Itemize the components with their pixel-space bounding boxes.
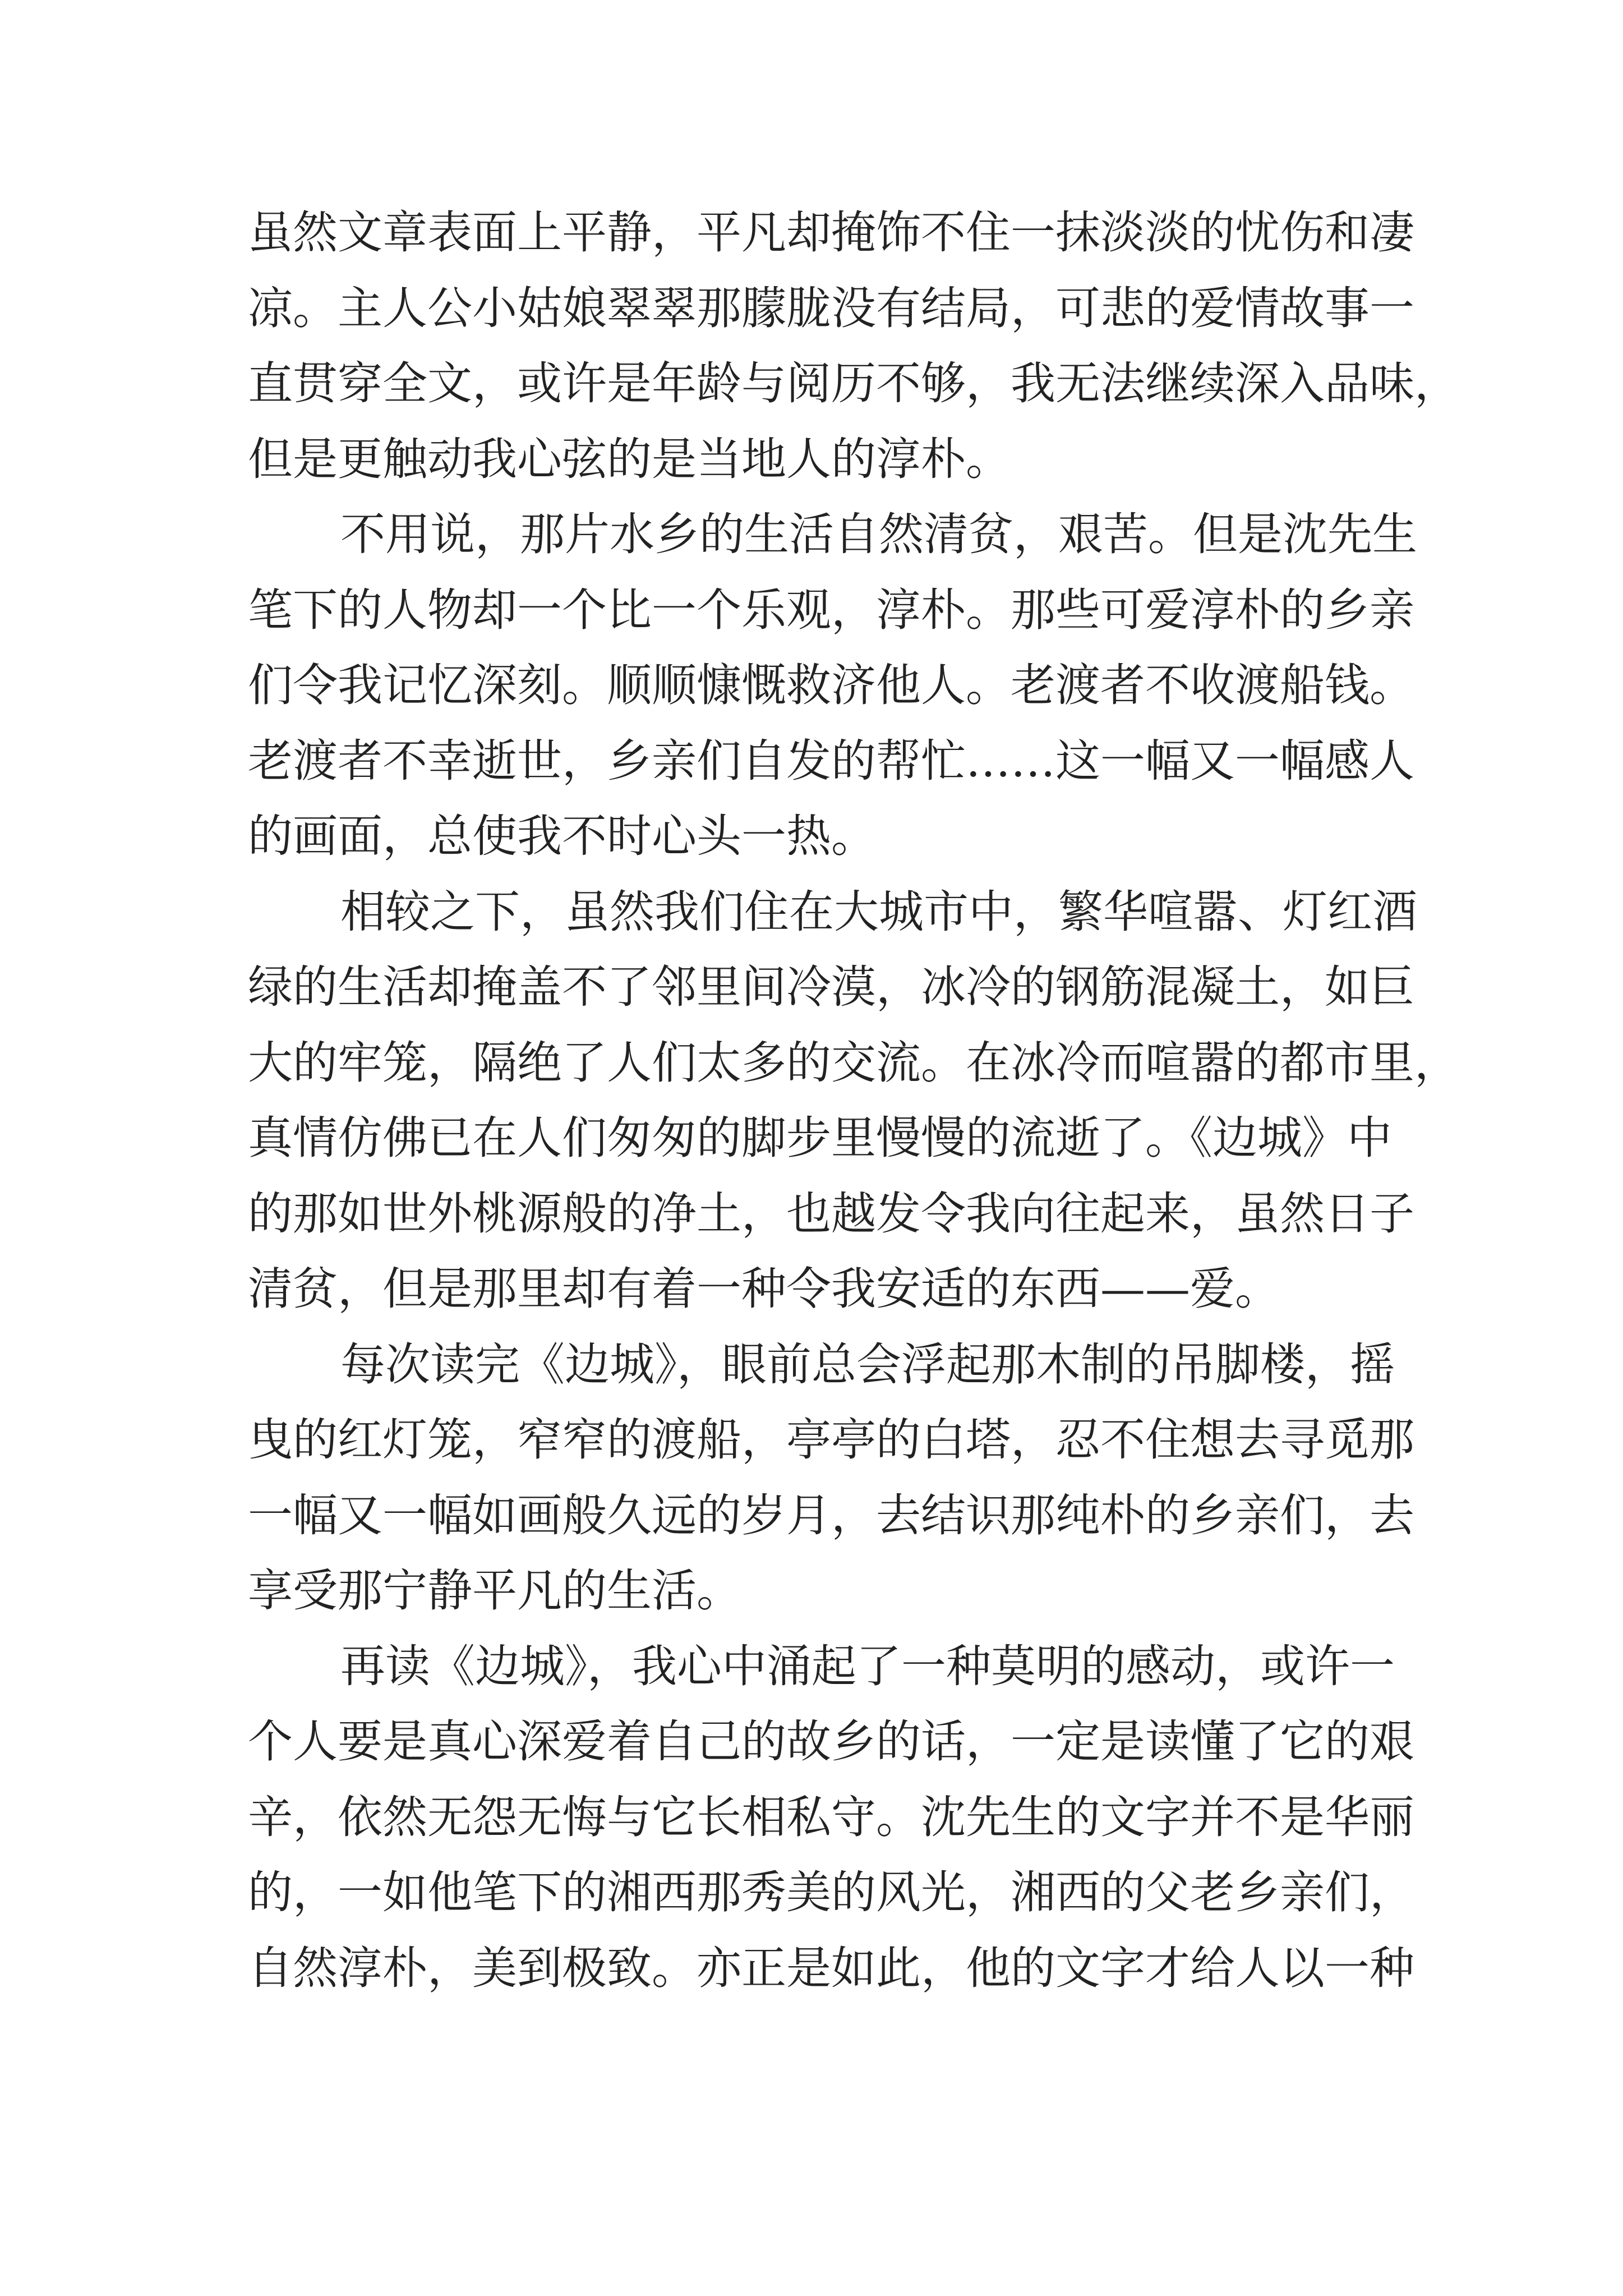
text-line: 们令我记忆深刻。顺顺慷慨救济他人。老渡者不收渡船钱。 bbox=[248, 659, 1414, 711]
paragraph-first-line: 每次读完《边城》，眼前总会浮起那木制的吊脚楼，摇 bbox=[340, 1338, 1395, 1391]
text-line: 直贯穿全文，或许是年龄与阅历不够，我无法继续深入品味， bbox=[248, 357, 1459, 409]
text-line: 笔下的人物却一个比一个乐观，淳朴。那些可爱淳朴的乡亲 bbox=[248, 583, 1414, 636]
text-line: 一幅又一幅如画般久远的岁月，去结识那纯朴的乡亲们，去 bbox=[248, 1489, 1414, 1542]
text-line: 自然淳朴，美到极致。亦正是如此，他的文字才给人以一种 bbox=[248, 1941, 1414, 1994]
text-line: 的画面，总使我不时心头一热。 bbox=[248, 810, 876, 862]
paragraph-first-line: 不用说，那片水乡的生活自然清贫，艰苦。但是沈先生 bbox=[340, 508, 1417, 560]
text-line: 的那如世外桃源般的净土，也越发令我向往起来，虽然日子 bbox=[248, 1187, 1414, 1240]
text-line: 老渡者不幸逝世，乡亲们自发的帮忙……这一幅又一幅感人 bbox=[248, 734, 1414, 787]
text-line: 但是更触动我心弦的是当地人的淳朴。 bbox=[248, 432, 1011, 485]
text-line: 辛，依然无怨无悔与它长相私守。沈先生的文字并不是华丽 bbox=[248, 1791, 1414, 1843]
document-body bbox=[248, 195, 1459, 2006]
paragraph-first-line: 相较之下，虽然我们住在大城市中，繁华喧嚣、灯红酒 bbox=[340, 885, 1417, 938]
paragraph-first-line: 再读《边城》，我心中涌起了一种莫明的感动，或许一 bbox=[340, 1640, 1395, 1692]
text-line: 享受那宁静平凡的生活。 bbox=[248, 1565, 741, 1617]
text-line: 虽然文章表面上平静，平凡却掩饰不住一抹淡淡的忧伤和凄 bbox=[248, 206, 1414, 259]
text-line: 真情仿佛已在人们匆匆的脚步里慢慢的流逝了。《边城》中 bbox=[248, 1112, 1392, 1164]
text-line: 凉。主人公小姑娘翠翠那朦胧没有结局，可悲的爱情故事一 bbox=[248, 282, 1414, 334]
text-line: 大的牢笼，隔绝了人们太多的交流。在冰冷而喧嚣的都市里， bbox=[248, 1036, 1459, 1089]
text-line: 绿的生活却掩盖不了邻里间冷漠，冰冷的钢筋混凝土，如巨 bbox=[248, 961, 1414, 1013]
text-line: 曳的红灯笼，窄窄的渡船，亭亭的白塔，忍不住想去寻觅那 bbox=[248, 1414, 1414, 1466]
text-line: 清贫，但是那里却有着一种令我安适的东西——爱。 bbox=[248, 1263, 1280, 1315]
text-line: 的，一如他笔下的湘西那秀美的风光，湘西的父老乡亲们， bbox=[248, 1866, 1414, 1918]
text-line: 个人要是真心深爱着自己的故乡的话，一定是读懂了它的艰 bbox=[248, 1715, 1414, 1768]
